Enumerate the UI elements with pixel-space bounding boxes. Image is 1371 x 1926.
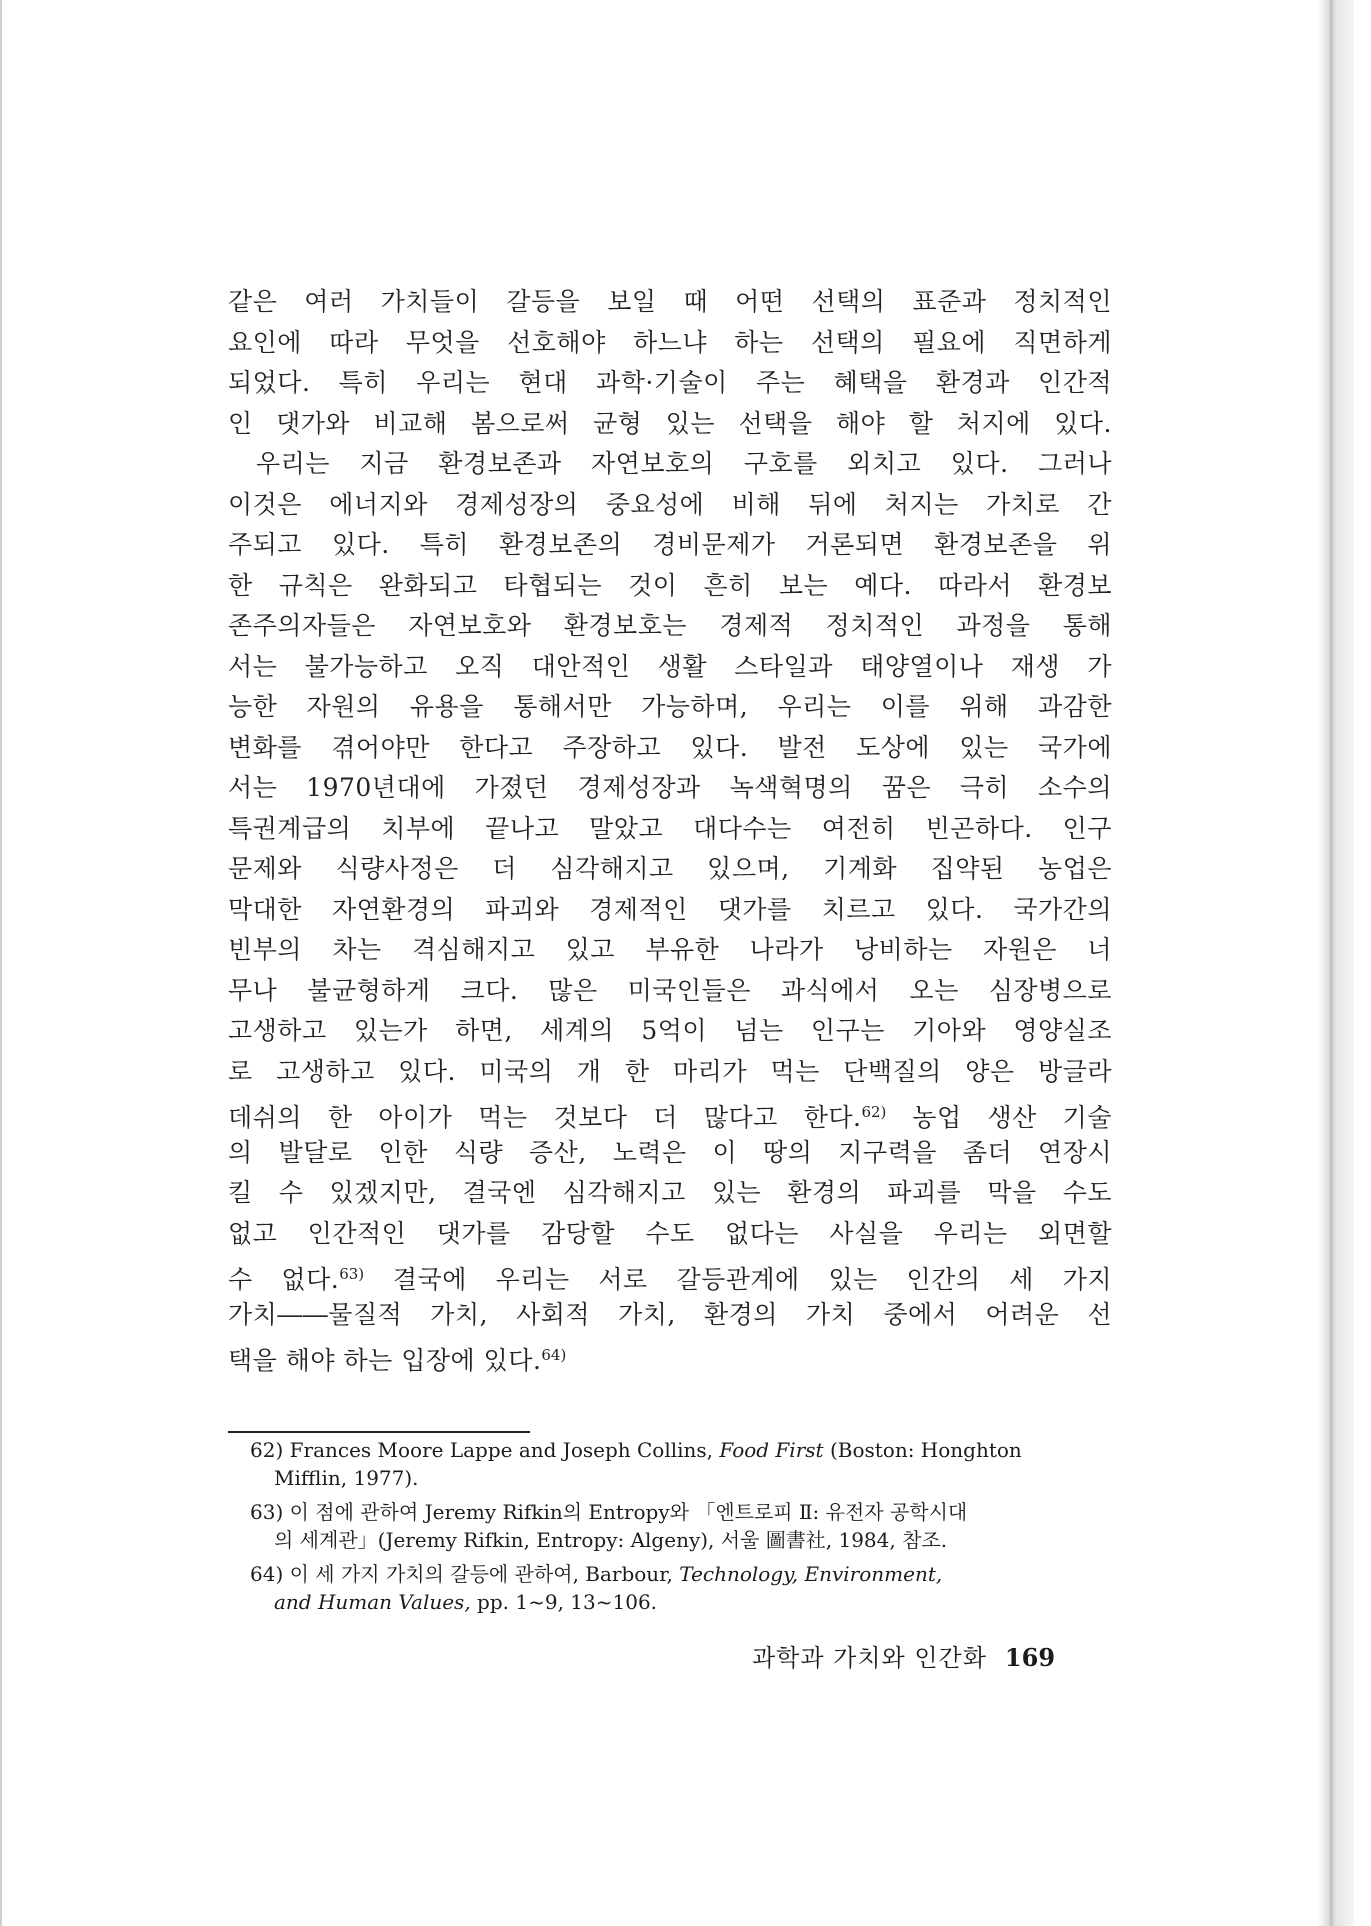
footnote-ref-62[interactable]: 62) — [861, 1103, 887, 1121]
body-line: 가치――물질적 가치, 사회적 가치, 환경의 가치 중에서 어려운 선 — [228, 1299, 1112, 1329]
body-line: 특권계급의 치부에 끝나고 말았고 대다수는 여전히 빈곤하다. 인구 — [228, 813, 1112, 843]
footnote-publisher: (Boston: Honghton — [829, 1438, 1022, 1462]
body-line: 같은 여러 가치들이 갈등을 보일 때 어떤 선택의 표준과 정치적인 — [228, 287, 1112, 316]
body-line-paragraph-start: 우리는 지금 환경보존과 자연보호의 구호를 외치고 있다. 그러나 — [256, 449, 1112, 478]
body-line-text: 수 없다. — [228, 1265, 340, 1294]
footnote-book-title: Food First — [719, 1438, 824, 1462]
footnote-ref-63[interactable]: 63) — [339, 1265, 365, 1283]
body-line: 막대한 자연환경의 파괴와 경제적인 댓가를 치르고 있다. 국가간의 — [228, 894, 1112, 924]
running-title: 과학과 가치와 인간화 — [752, 1644, 987, 1672]
footnote-63-continued: 의 세계관」(Jeremy Rifkin, Entropy: Algeny), 서울 圖書社, 1984, 참조. — [274, 1528, 948, 1552]
page-number: 169 — [1004, 1643, 1056, 1672]
body-line — [228, 1335, 1112, 1376]
body-line: 인 댓가와 비교해 봄으로써 균형 있는 선택을 해야 할 처지에 있다. — [228, 408, 1112, 438]
body-line — [228, 1092, 1112, 1133]
footnotes — [250, 1436, 1090, 1616]
body-line — [228, 1254, 1112, 1295]
body-line: 요인에 따라 무엇을 선호해야 하느냐 하는 선택의 필요에 직면하게 — [228, 327, 1112, 357]
footnote-label: 64) — [250, 1562, 284, 1586]
body-line: 무나 불균형하게 크다. 많은 미국인들은 과식에서 오는 심장병으로 — [228, 975, 1112, 1005]
body-line: 존주의자들은 자연보호와 환경보호는 경제적 정치적인 과정을 통해 — [228, 611, 1112, 640]
body-line-text: 택을 해야 하는 입장에 있다. — [228, 1346, 542, 1375]
body-line: 이것은 에너지와 경제성장의 중요성에 비해 뒤에 처지는 가치로 간 — [228, 489, 1112, 519]
page-fold-shadow — [1318, 0, 1330, 1926]
body-line: 되었다. 특히 우리는 현대 과학·기술이 주는 혜택을 환경과 인간적 — [228, 368, 1112, 397]
page-edge — [1330, 0, 1354, 1926]
footnote-63 — [250, 1498, 1090, 1526]
body-line: 서는 불가능하고 오직 대안적인 생활 스타일과 태양열이나 재생 가 — [228, 651, 1112, 681]
body-line: 한 규칙은 완화되고 타협되는 것이 흔히 보는 예다. 따라서 환경보 — [228, 570, 1112, 600]
body-line: 주되고 있다. 특히 환경보존의 경비문제가 거론되면 환경보존을 위 — [228, 530, 1112, 559]
body-line-text: 농업 생산 기술 — [886, 1103, 1112, 1132]
page-footer — [752, 1640, 1086, 1676]
body-line: 변화를 겪어야만 한다고 주장하고 있다. 발전 도상에 있는 국가에 — [228, 732, 1112, 762]
footnote-label: 62) — [250, 1438, 284, 1462]
body-line: 빈부의 차는 격심해지고 있고 부유한 나라가 낭비하는 자원은 너 — [228, 935, 1112, 964]
body-line-text: 결국에 우리는 서로 갈등관계에 있는 인간의 세 가지 — [364, 1265, 1112, 1294]
footnote-text: 이 점에 관하여 Jeremy Rifkin의 Entropy와 「엔트로피 Ⅱ: 유전자 공학시대 — [289, 1500, 968, 1524]
footnote-book-title: and Human Values, — [274, 1590, 471, 1614]
body-line: 의 발달로 인한 식량 증산, 노력은 이 땅의 지구력을 좀더 연장시 — [228, 1137, 1112, 1167]
body-line: 킬 수 있겠지만, 결국엔 심각해지고 있는 환경의 파괴를 막을 수도 — [228, 1178, 1112, 1207]
footnote-authors: Frances Moore Lappe and Joseph Collins, — [289, 1438, 714, 1462]
footnote-64-continued — [250, 1588, 1090, 1616]
body-line: 없고 인간적인 댓가를 감당할 수도 없다는 사실을 우리는 외면할 — [228, 1218, 1112, 1248]
footnote-62-continued: Mifflin, 1977). — [274, 1466, 419, 1490]
body-line: 로 고생하고 있다. 미국의 개 한 마리가 먹는 단백질의 양은 방글라 — [228, 1056, 1112, 1086]
footnote-ref-64[interactable]: 64) — [541, 1346, 567, 1364]
body-line: 능한 자원의 유용을 통해서만 가능하며, 우리는 이를 위해 과감한 — [228, 692, 1112, 721]
footnote-text: 이 세 가지 가치의 갈등에 관하여, Barbour, — [289, 1562, 673, 1586]
footnote-divider — [228, 1431, 530, 1433]
body-line: 고생하고 있는가 하면, 세계의 5억이 넘는 인구는 기아와 영양실조 — [228, 1016, 1112, 1045]
footnote-64 — [250, 1560, 1090, 1588]
body-line-text: 데쉬의 한 아이가 먹는 것보다 더 많다고 한다. — [228, 1103, 862, 1132]
footnote-label: 63) — [250, 1500, 284, 1524]
body-line: 문제와 식량사정은 더 심각해지고 있으며, 기계화 집약된 농업은 — [228, 854, 1112, 883]
body-text — [228, 282, 1112, 1376]
footnote-62 — [250, 1436, 1090, 1464]
body-line: 서는 1970년대에 가졌던 경제성장과 녹색혁명의 꿈은 극히 소수의 — [228, 773, 1112, 802]
footnote-book-title: Technology, Environment, — [679, 1562, 943, 1586]
footnote-pages: pp. 1~9, 13~106. — [477, 1590, 658, 1614]
